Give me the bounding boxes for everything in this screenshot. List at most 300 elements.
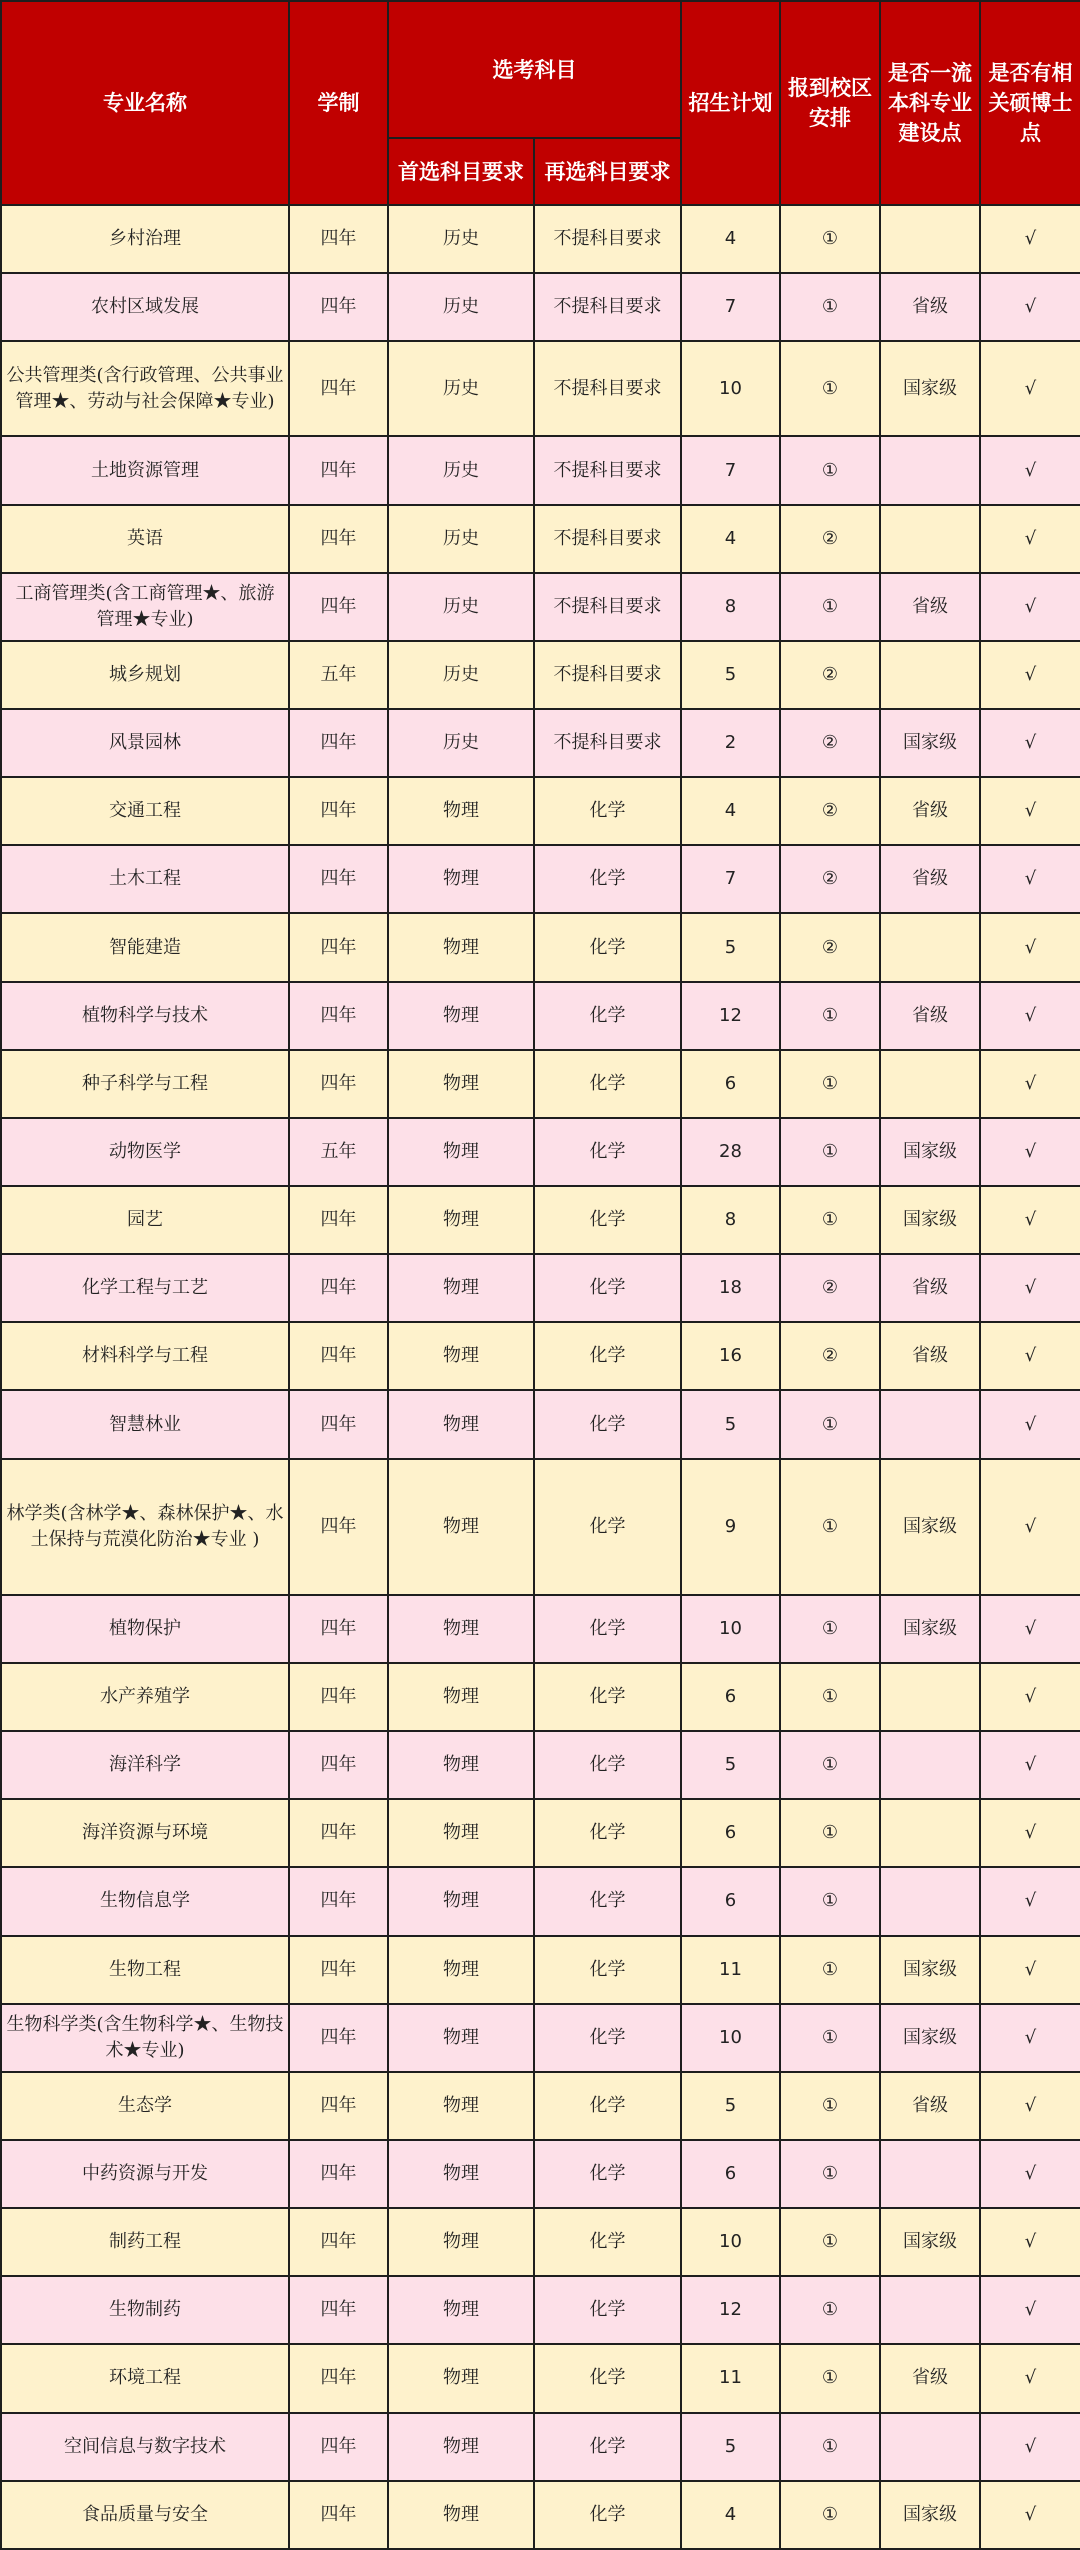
first-subject-cell: 物理 (388, 777, 534, 845)
second-subject-cell: 化学 (534, 1459, 681, 1595)
header-campus: 报到校区安排 (780, 1, 880, 205)
first-subject-cell: 物理 (388, 1186, 534, 1254)
duration-cell: 四年 (289, 205, 388, 273)
second-subject-cell: 化学 (534, 1867, 681, 1935)
second-subject-cell: 化学 (534, 982, 681, 1050)
duration-cell: 四年 (289, 1050, 388, 1118)
first-subject-cell: 物理 (388, 1050, 534, 1118)
second-subject-cell: 化学 (534, 1663, 681, 1731)
duration-cell: 四年 (289, 2072, 388, 2140)
master-phd-cell: √ (980, 1254, 1080, 1322)
plan-cell: 5 (681, 2072, 780, 2140)
campus-cell: ① (780, 436, 880, 504)
plan-cell: 7 (681, 273, 780, 341)
campus-cell: ① (780, 2413, 880, 2481)
campus-cell: ① (780, 1731, 880, 1799)
master-phd-cell: √ (980, 845, 1080, 913)
plan-cell: 8 (681, 1186, 780, 1254)
first-class-cell: 国家级 (880, 1459, 980, 1595)
first-class-cell: 国家级 (880, 1118, 980, 1186)
first-subject-cell: 物理 (388, 2276, 534, 2344)
second-subject-cell: 化学 (534, 777, 681, 845)
major-cell: 乡村治理 (1, 205, 289, 273)
first-subject-cell: 历史 (388, 341, 534, 436)
plan-cell: 9 (681, 1459, 780, 1595)
second-subject-cell: 不提科目要求 (534, 573, 681, 641)
second-subject-cell: 化学 (534, 2344, 681, 2412)
first-subject-cell: 物理 (388, 2413, 534, 2481)
header-duration: 学制 (289, 1, 388, 205)
campus-cell: ① (780, 2140, 880, 2208)
first-class-cell: 省级 (880, 2344, 980, 2412)
table-row (1, 436, 1080, 504)
table-row (1, 982, 1080, 1050)
duration-cell: 四年 (289, 2004, 388, 2072)
first-subject-cell: 物理 (388, 1731, 534, 1799)
first-class-cell (880, 505, 980, 573)
plan-cell: 6 (681, 1663, 780, 1731)
plan-cell: 10 (681, 1595, 780, 1663)
table-row (1, 2140, 1080, 2208)
table-row (1, 1254, 1080, 1322)
master-phd-cell: √ (980, 913, 1080, 981)
master-phd-cell: √ (980, 1799, 1080, 1867)
plan-cell: 10 (681, 341, 780, 436)
master-phd-cell: √ (980, 505, 1080, 573)
duration-cell: 四年 (289, 2481, 388, 2549)
master-phd-cell: √ (980, 1867, 1080, 1935)
major-cell: 动物医学 (1, 1118, 289, 1186)
major-cell: 食品质量与安全 (1, 2481, 289, 2549)
master-phd-cell: √ (980, 1595, 1080, 1663)
campus-cell: ② (780, 709, 880, 777)
master-phd-cell: √ (980, 1322, 1080, 1390)
plan-cell: 5 (681, 1390, 780, 1458)
second-subject-cell: 化学 (534, 1731, 681, 1799)
duration-cell: 四年 (289, 505, 388, 573)
campus-cell: ② (780, 777, 880, 845)
duration-cell: 四年 (289, 1936, 388, 2004)
campus-cell: ① (780, 1663, 880, 1731)
plan-cell: 7 (681, 845, 780, 913)
table-row (1, 2072, 1080, 2140)
table-row (1, 1118, 1080, 1186)
second-subject-cell: 化学 (534, 1050, 681, 1118)
master-phd-cell: √ (980, 1459, 1080, 1595)
first-subject-cell: 物理 (388, 2208, 534, 2276)
master-phd-cell: √ (980, 205, 1080, 273)
master-phd-cell: √ (980, 573, 1080, 641)
plan-cell: 18 (681, 1254, 780, 1322)
duration-cell: 四年 (289, 1459, 388, 1595)
second-subject-cell: 不提科目要求 (534, 505, 681, 573)
first-subject-cell: 物理 (388, 2072, 534, 2140)
campus-cell: ② (780, 845, 880, 913)
second-subject-cell: 化学 (534, 913, 681, 981)
second-subject-cell: 化学 (534, 2004, 681, 2072)
campus-cell: ② (780, 1322, 880, 1390)
duration-cell: 四年 (289, 982, 388, 1050)
plan-cell: 4 (681, 2481, 780, 2549)
master-phd-cell: √ (980, 1390, 1080, 1458)
plan-cell: 6 (681, 1050, 780, 1118)
duration-cell: 四年 (289, 1254, 388, 1322)
table-row (1, 2276, 1080, 2344)
table-row (1, 2481, 1080, 2549)
table-row (1, 845, 1080, 913)
campus-cell: ② (780, 1254, 880, 1322)
campus-cell: ① (780, 1459, 880, 1595)
plan-cell: 6 (681, 1867, 780, 1935)
first-subject-cell: 物理 (388, 2004, 534, 2072)
major-cell: 农村区域发展 (1, 273, 289, 341)
first-subject-cell: 物理 (388, 2481, 534, 2549)
major-cell: 生态学 (1, 2072, 289, 2140)
second-subject-cell: 不提科目要求 (534, 205, 681, 273)
table-row (1, 1731, 1080, 1799)
first-class-cell (880, 436, 980, 504)
first-subject-cell: 物理 (388, 1663, 534, 1731)
table-row (1, 2004, 1080, 2072)
first-class-cell (880, 913, 980, 981)
campus-cell: ① (780, 573, 880, 641)
plan-cell: 7 (681, 436, 780, 504)
major-cell: 环境工程 (1, 2344, 289, 2412)
duration-cell: 四年 (289, 1799, 388, 1867)
first-class-cell (880, 1663, 980, 1731)
campus-cell: ① (780, 273, 880, 341)
first-class-cell (880, 205, 980, 273)
master-phd-cell: √ (980, 2276, 1080, 2344)
major-cell: 智能建造 (1, 913, 289, 981)
major-cell: 生物工程 (1, 1936, 289, 2004)
plan-cell: 12 (681, 2276, 780, 2344)
table-row (1, 573, 1080, 641)
second-subject-cell: 化学 (534, 2276, 681, 2344)
header-plan: 招生计划 (681, 1, 780, 205)
second-subject-cell: 化学 (534, 1595, 681, 1663)
master-phd-cell: √ (980, 2344, 1080, 2412)
table-row (1, 641, 1080, 709)
second-subject-cell: 化学 (534, 1322, 681, 1390)
duration-cell: 四年 (289, 2344, 388, 2412)
first-class-cell: 省级 (880, 1322, 980, 1390)
plan-cell: 5 (681, 641, 780, 709)
plan-cell: 6 (681, 1799, 780, 1867)
table-row (1, 1595, 1080, 1663)
table-body (1, 205, 1080, 2549)
duration-cell: 四年 (289, 1663, 388, 1731)
second-subject-cell: 化学 (534, 845, 681, 913)
first-subject-cell: 历史 (388, 205, 534, 273)
second-subject-cell: 化学 (534, 1254, 681, 1322)
table-row (1, 1663, 1080, 1731)
campus-cell: ① (780, 1867, 880, 1935)
second-subject-cell: 化学 (534, 1186, 681, 1254)
major-cell: 化学工程与工艺 (1, 1254, 289, 1322)
campus-cell: ② (780, 505, 880, 573)
duration-cell: 四年 (289, 436, 388, 504)
campus-cell: ② (780, 641, 880, 709)
duration-cell: 五年 (289, 641, 388, 709)
first-class-cell (880, 2413, 980, 2481)
first-subject-cell: 物理 (388, 1595, 534, 1663)
second-subject-cell: 化学 (534, 1799, 681, 1867)
plan-cell: 16 (681, 1322, 780, 1390)
master-phd-cell: √ (980, 2481, 1080, 2549)
master-phd-cell: √ (980, 777, 1080, 845)
duration-cell: 四年 (289, 1595, 388, 1663)
campus-cell: ① (780, 1050, 880, 1118)
campus-cell: ① (780, 2004, 880, 2072)
campus-cell: ① (780, 205, 880, 273)
master-phd-cell: √ (980, 2413, 1080, 2481)
master-phd-cell: √ (980, 641, 1080, 709)
master-phd-cell: √ (980, 2208, 1080, 2276)
major-cell: 城乡规划 (1, 641, 289, 709)
second-subject-cell: 化学 (534, 2140, 681, 2208)
table-row (1, 205, 1080, 273)
duration-cell: 四年 (289, 573, 388, 641)
major-cell: 制药工程 (1, 2208, 289, 2276)
first-class-cell: 省级 (880, 777, 980, 845)
major-cell: 生物科学类(含生物科学★、生物技术★专业) (1, 2004, 289, 2072)
duration-cell: 四年 (289, 2276, 388, 2344)
duration-cell: 四年 (289, 913, 388, 981)
major-cell: 生物制药 (1, 2276, 289, 2344)
table-row (1, 709, 1080, 777)
first-class-cell: 省级 (880, 273, 980, 341)
duration-cell: 四年 (289, 2208, 388, 2276)
first-class-cell: 省级 (880, 1254, 980, 1322)
table-row (1, 2208, 1080, 2276)
plan-cell: 11 (681, 2344, 780, 2412)
plan-cell: 8 (681, 573, 780, 641)
second-subject-cell: 不提科目要求 (534, 273, 681, 341)
first-class-cell: 国家级 (880, 2481, 980, 2549)
campus-cell: ① (780, 1595, 880, 1663)
plan-cell: 6 (681, 2140, 780, 2208)
duration-cell: 四年 (289, 2413, 388, 2481)
first-subject-cell: 物理 (388, 1867, 534, 1935)
first-subject-cell: 历史 (388, 641, 534, 709)
duration-cell: 四年 (289, 1867, 388, 1935)
major-cell: 交通工程 (1, 777, 289, 845)
major-cell: 空间信息与数字技术 (1, 2413, 289, 2481)
first-class-cell: 国家级 (880, 341, 980, 436)
table-row (1, 777, 1080, 845)
plan-cell: 5 (681, 2413, 780, 2481)
campus-cell: ① (780, 1936, 880, 2004)
first-subject-cell: 物理 (388, 1254, 534, 1322)
first-class-cell (880, 1799, 980, 1867)
major-cell: 材料科学与工程 (1, 1322, 289, 1390)
table-row (1, 2413, 1080, 2481)
campus-cell: ② (780, 913, 880, 981)
plan-cell: 4 (681, 505, 780, 573)
second-subject-cell: 不提科目要求 (534, 641, 681, 709)
first-subject-cell: 物理 (388, 1799, 534, 1867)
campus-cell: ① (780, 2072, 880, 2140)
campus-cell: ① (780, 2344, 880, 2412)
campus-cell: ① (780, 1799, 880, 1867)
major-cell: 海洋资源与环境 (1, 1799, 289, 1867)
duration-cell: 四年 (289, 709, 388, 777)
campus-cell: ① (780, 1186, 880, 1254)
second-subject-cell: 化学 (534, 1118, 681, 1186)
first-subject-cell: 物理 (388, 982, 534, 1050)
campus-cell: ① (780, 2276, 880, 2344)
master-phd-cell: √ (980, 436, 1080, 504)
first-class-cell (880, 2276, 980, 2344)
header-first-class: 是否一流本科专业建设点 (880, 1, 980, 205)
first-subject-cell: 历史 (388, 709, 534, 777)
first-subject-cell: 历史 (388, 436, 534, 504)
duration-cell: 四年 (289, 2140, 388, 2208)
duration-cell: 四年 (289, 1186, 388, 1254)
plan-cell: 10 (681, 2208, 780, 2276)
major-cell: 植物保护 (1, 1595, 289, 1663)
first-class-cell: 国家级 (880, 1595, 980, 1663)
first-class-cell: 国家级 (880, 1936, 980, 2004)
second-subject-cell: 化学 (534, 2072, 681, 2140)
major-cell: 工商管理类(含工商管理★、旅游 管理★专业) (1, 573, 289, 641)
first-class-cell (880, 2140, 980, 2208)
major-cell: 林学类(含林学★、森林保护★、水土保持与荒漠化防治★专业 ) (1, 1459, 289, 1595)
second-subject-cell: 不提科目要求 (534, 436, 681, 504)
campus-cell: ① (780, 341, 880, 436)
table-header (1, 1, 1080, 205)
first-class-cell: 省级 (880, 573, 980, 641)
duration-cell: 四年 (289, 845, 388, 913)
plan-cell: 5 (681, 1731, 780, 1799)
second-subject-cell: 不提科目要求 (534, 709, 681, 777)
major-cell: 公共管理类(含行政管理、公共事业管理★、劳动与社会保障★专业) (1, 341, 289, 436)
first-class-cell: 国家级 (880, 709, 980, 777)
first-class-cell (880, 1731, 980, 1799)
first-class-cell: 国家级 (880, 2004, 980, 2072)
first-subject-cell: 物理 (388, 913, 534, 981)
major-cell: 土木工程 (1, 845, 289, 913)
master-phd-cell: √ (980, 2140, 1080, 2208)
table-row (1, 341, 1080, 436)
duration-cell: 四年 (289, 1731, 388, 1799)
header-subjects-group: 选考科目 (388, 1, 681, 138)
first-class-cell: 省级 (880, 982, 980, 1050)
header-second-subject: 再选科目要求 (534, 138, 681, 205)
first-class-cell (880, 1867, 980, 1935)
plan-cell: 12 (681, 982, 780, 1050)
first-class-cell (880, 1050, 980, 1118)
header-major: 专业名称 (1, 1, 289, 205)
master-phd-cell: √ (980, 1731, 1080, 1799)
table-row (1, 1459, 1080, 1595)
master-phd-cell: √ (980, 1118, 1080, 1186)
first-subject-cell: 物理 (388, 1322, 534, 1390)
second-subject-cell: 化学 (534, 2481, 681, 2549)
master-phd-cell: √ (980, 273, 1080, 341)
master-phd-cell: √ (980, 341, 1080, 436)
first-class-cell: 国家级 (880, 1186, 980, 1254)
campus-cell: ① (780, 2481, 880, 2549)
major-cell: 园艺 (1, 1186, 289, 1254)
table-row (1, 1322, 1080, 1390)
second-subject-cell: 化学 (534, 2208, 681, 2276)
first-subject-cell: 物理 (388, 1118, 534, 1186)
first-subject-cell: 历史 (388, 273, 534, 341)
second-subject-cell: 化学 (534, 1936, 681, 2004)
duration-cell: 四年 (289, 273, 388, 341)
major-cell: 智慧林业 (1, 1390, 289, 1458)
first-subject-cell: 物理 (388, 1459, 534, 1595)
master-phd-cell: √ (980, 2072, 1080, 2140)
duration-cell: 四年 (289, 1322, 388, 1390)
first-class-cell: 省级 (880, 845, 980, 913)
second-subject-cell: 不提科目要求 (534, 341, 681, 436)
first-class-cell (880, 641, 980, 709)
table-row (1, 1050, 1080, 1118)
master-phd-cell: √ (980, 1936, 1080, 2004)
campus-cell: ① (780, 1118, 880, 1186)
duration-cell: 五年 (289, 1118, 388, 1186)
major-cell: 生物信息学 (1, 1867, 289, 1935)
major-cell: 英语 (1, 505, 289, 573)
plan-cell: 28 (681, 1118, 780, 1186)
first-class-cell: 省级 (880, 2072, 980, 2140)
major-cell: 植物科学与技术 (1, 982, 289, 1050)
major-cell: 水产养殖学 (1, 1663, 289, 1731)
table-row (1, 2344, 1080, 2412)
master-phd-cell: √ (980, 709, 1080, 777)
table-row (1, 1799, 1080, 1867)
second-subject-cell: 化学 (534, 1390, 681, 1458)
major-cell: 土地资源管理 (1, 436, 289, 504)
table-row (1, 1936, 1080, 2004)
plan-cell: 2 (681, 709, 780, 777)
table-row (1, 1186, 1080, 1254)
table-row (1, 273, 1080, 341)
table-row (1, 1390, 1080, 1458)
duration-cell: 四年 (289, 777, 388, 845)
major-cell: 中药资源与开发 (1, 2140, 289, 2208)
plan-cell: 4 (681, 205, 780, 273)
table-row (1, 1867, 1080, 1935)
header-master-phd: 是否有相关硕博士点 (980, 1, 1080, 205)
table-row (1, 505, 1080, 573)
first-subject-cell: 物理 (388, 845, 534, 913)
plan-cell: 5 (681, 913, 780, 981)
master-phd-cell: √ (980, 982, 1080, 1050)
master-phd-cell: √ (980, 1186, 1080, 1254)
table-row (1, 913, 1080, 981)
first-subject-cell: 历史 (388, 573, 534, 641)
master-phd-cell: √ (980, 1050, 1080, 1118)
plan-cell: 11 (681, 1936, 780, 2004)
major-cell: 种子科学与工程 (1, 1050, 289, 1118)
first-subject-cell: 物理 (388, 2344, 534, 2412)
plan-cell: 4 (681, 777, 780, 845)
campus-cell: ① (780, 982, 880, 1050)
master-phd-cell: √ (980, 1663, 1080, 1731)
campus-cell: ① (780, 2208, 880, 2276)
second-subject-cell: 化学 (534, 2413, 681, 2481)
first-class-cell (880, 1390, 980, 1458)
master-phd-cell: √ (980, 2004, 1080, 2072)
duration-cell: 四年 (289, 341, 388, 436)
header-first-subject: 首选科目要求 (388, 138, 534, 205)
first-subject-cell: 物理 (388, 1390, 534, 1458)
duration-cell: 四年 (289, 1390, 388, 1458)
